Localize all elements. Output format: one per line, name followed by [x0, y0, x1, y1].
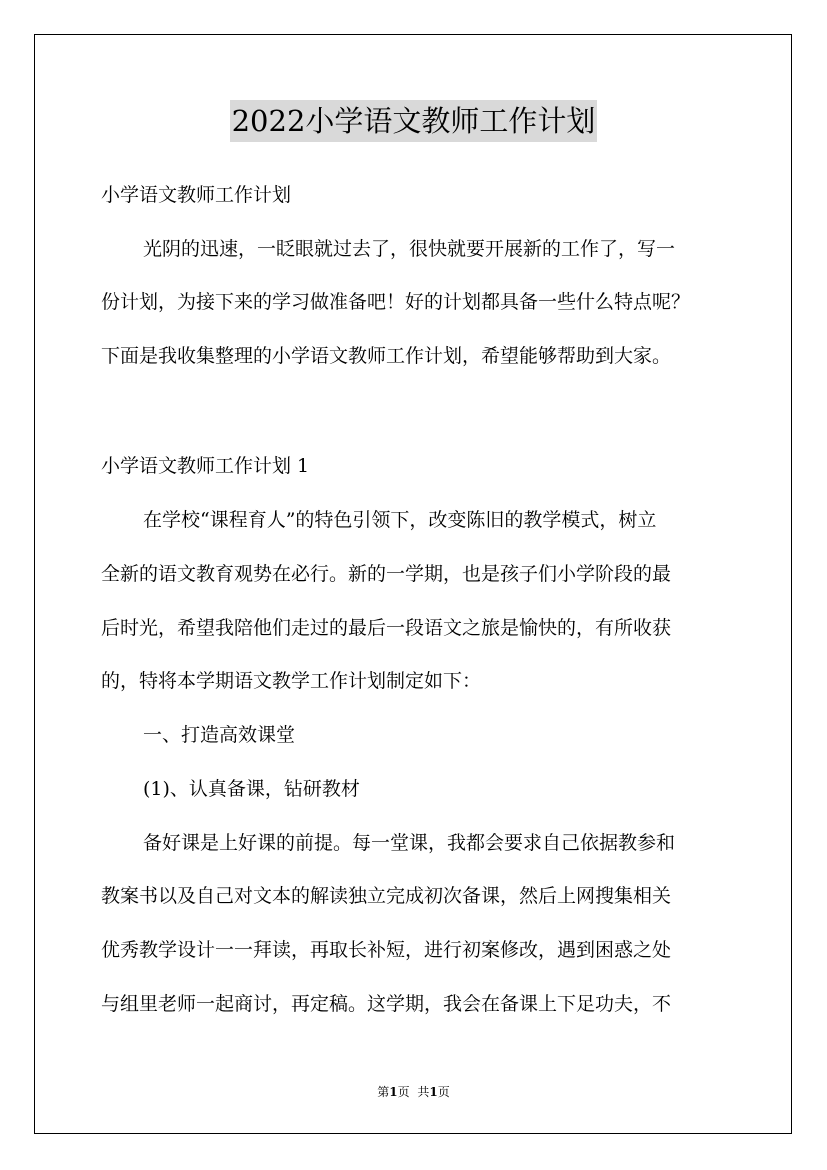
intro-line-3: 下面是我收集整理的小学语文教师工作计划，希望能够帮助到大家。 — [101, 345, 672, 367]
page-prefix: 第 — [377, 1085, 390, 1099]
page-footer — [0, 1083, 827, 1101]
para1-line-2: 全新的语文教育观势在必行。新的一学期，也是孩子们小学阶段的最 — [101, 563, 672, 585]
page-suffix: 页 — [397, 1085, 410, 1099]
para1-line-3: 后时光，希望我陪他们走过的最后一段语文之旅是愉快的，有所收获 — [101, 617, 672, 639]
page-number: 1 — [389, 1085, 398, 1099]
document-title: 2022小学语文教师工作计划 — [230, 100, 598, 142]
document-subtitle: 小学语文教师工作计划 — [101, 184, 292, 206]
section-heading: 小学语文教师工作计划 1 — [101, 455, 310, 477]
total-suffix: 页 — [437, 1085, 450, 1099]
para2-line-4: 与组里老师一起商讨，再定稿。这学期，我会在备课上下足功夫，不 — [101, 993, 672, 1015]
total-prefix: 共 — [417, 1085, 430, 1099]
para2-line-1: 备好课是上好课的前提。每一堂课，我都会要求自己依据教参和 — [143, 832, 676, 854]
title-container — [0, 100, 827, 142]
heading-1: 一、打造高效课堂 — [143, 724, 296, 746]
para2-line-3: 优秀教学设计一一拜读，再取长补短，进行初案修改，遇到困惑之处 — [101, 939, 672, 961]
total-pages: 1 — [429, 1085, 438, 1099]
para1-line-1: 在学校“课程育人”的特色引领下，改变陈旧的教学模式，树立 — [143, 509, 657, 531]
intro-line-1: 光阴的迅速，一眨眼就过去了，很快就要开展新的工作了，写一 — [143, 238, 676, 260]
heading-1-1: (1)、认真备课，钻研教材 — [143, 778, 360, 800]
para1-line-4: 的，特将本学期语文教学工作计划制定如下： — [101, 670, 482, 692]
para2-line-2: 教案书以及自己对文本的解读独立完成初次备课，然后上网搜集相关 — [101, 885, 672, 907]
intro-line-2: 份计划，为接下来的学习做准备吧！好的计划都具备一些什么特点呢？ — [101, 291, 691, 313]
